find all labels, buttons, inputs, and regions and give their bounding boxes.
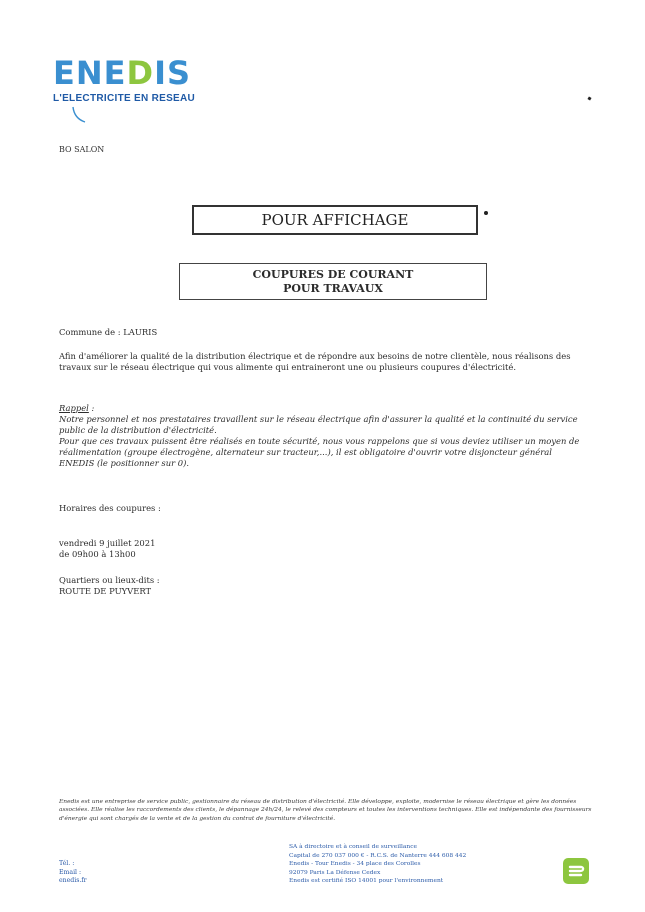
pour-affichage-box: POUR AFFICHAGE	[192, 205, 478, 235]
logo-swoosh-icon	[71, 106, 87, 124]
rappel-paragraph-2: Pour que ces travaux puissent être réalisés en toute sécurité, nous vous rappelons que si vous deviez utiliser un moyen de réalimentation (groupe électrogène, alternateur sur tracteur,...), il est obligatoire d'ouvrir votre disjoncteur général ENEDIS (le positionner sur 0).	[59, 436, 580, 468]
enedis-symbol-icon	[563, 858, 589, 884]
rappel-heading: Rappel	[59, 403, 89, 413]
logo-word-part1: ENE	[53, 54, 127, 92]
rappel-heading-suffix: :	[88, 403, 95, 413]
schedule-hours: de 09h00 à 13h00	[59, 549, 136, 559]
commune-line: Commune de : LAURIS	[59, 327, 158, 337]
rappel-section	[59, 403, 589, 469]
rappel-paragraph-1: Notre personnel et nos prestataires travaillent sur le réseau électrique afin d'assurer la qualité et la continuité du service public de la distribution d'électricité.	[59, 414, 578, 435]
footer-site-link[interactable]: enedis.fr	[59, 877, 87, 884]
legal-line: Enedis - Tour Enedis - 34 place des Corolles	[289, 861, 421, 868]
legal-line: SA à directoire et à conseil de surveillance	[289, 844, 417, 850]
logo-word-part3: IS	[154, 54, 192, 92]
logo-tagline: L'ELECTRICITE EN RESEAU	[53, 93, 196, 104]
intro-paragraph: Afin d'améliorer la qualité de la distribution électrique et de répondre aux besoins de notre clientèle, nous réalisons des travaux sur le réseau électrique qui vous alimente qui entraineront une ou plusieurs coupures d'électricité.	[59, 351, 571, 372]
locations-heading: Quartiers ou lieux-dits :	[59, 575, 160, 585]
subtitle-line2: POUR TRAVAUX	[283, 282, 383, 295]
legal-line: Enedis est certifié ISO 14001 pour l'environnement	[289, 878, 444, 885]
footer-tel: Tél. :	[59, 860, 75, 867]
legal-line: Capital de 270 037 000 € - R.C.S. de Nanterre 444 608 442	[289, 852, 467, 859]
scan-mark	[587, 96, 591, 100]
footer-description: Enedis est une entreprise de service public, gestionnaire du réseau de distribution d'électricité. Elle développe, exploite, modernise le réseau électrique et gère les données associées. Elle réalise les raccordements des clients, le dépannage 24h/24, le relevé des compteurs et toutes les interventions techniques. Elle est indépendante des fournisseurs d'énergie qui sont chargés de la vente et de la gestion du contrat de fourniture d'électricité.	[59, 799, 592, 822]
locations-value: ROUTE DE PUYVERT	[59, 586, 152, 596]
logo-wordmark	[53, 56, 203, 90]
enedis-logo	[53, 56, 203, 136]
schedule-heading: Horaires des coupures :	[59, 503, 161, 513]
logo-word-part2: D	[126, 54, 155, 92]
footer-email: Email :	[59, 868, 82, 876]
agency-name: BO SALON	[59, 145, 105, 154]
subtitle-box	[179, 263, 487, 300]
legal-line: 92079 Paris La Défense Cedex	[289, 869, 381, 876]
scan-dot	[484, 211, 488, 215]
footer-contact	[59, 860, 87, 886]
schedule-date: vendredi 9 juillet 2021	[59, 538, 156, 548]
subtitle-line1: COUPURES DE COURANT	[252, 268, 414, 281]
footer-legal	[289, 843, 466, 886]
